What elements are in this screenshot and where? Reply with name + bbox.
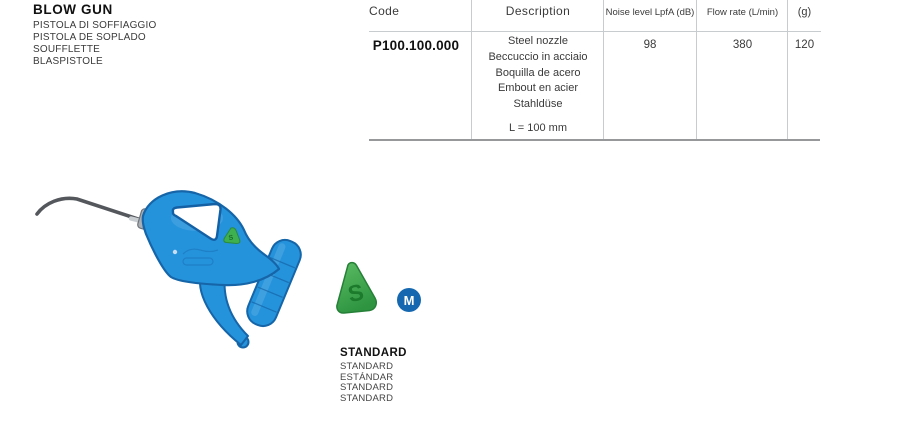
table-header-separator xyxy=(369,31,821,32)
product-translation-es: PISTOLA DE SOPLADO xyxy=(33,32,146,43)
column-header-code: Code xyxy=(369,4,400,18)
table-divider xyxy=(696,0,697,141)
description-line-de: Stahldüse xyxy=(513,98,563,111)
description-line-es: Boquilla de acero xyxy=(495,66,581,79)
variant-name: STANDARD xyxy=(340,347,407,359)
nozzle xyxy=(37,198,147,222)
column-header-description: Description xyxy=(505,4,571,18)
variant-translation-es: ESTÁNDAR xyxy=(340,371,394,383)
flow-rate-value: 380 xyxy=(732,39,753,51)
column-header-noise-level: Noise level LpfA (dB) xyxy=(605,7,695,18)
product-translation-it: PISTOLA DI SOFFIAGGIO xyxy=(33,20,157,31)
variant-translation-fr: STANDARD xyxy=(340,382,394,394)
column-header-flow-rate: Flow rate (L/min) xyxy=(706,7,779,18)
product-description xyxy=(472,34,604,137)
molding-dot xyxy=(173,250,177,254)
m-badge-letter: M xyxy=(403,292,415,308)
green-button-letter: S xyxy=(228,234,234,243)
description-line-fr: Embout en acier xyxy=(497,82,579,95)
variant-translation-de: STANDARD xyxy=(340,392,394,404)
product-code: P100.100.000 xyxy=(372,38,460,53)
description-line-it: Beccuccio in acciaio xyxy=(488,50,588,63)
page-title: BLOW GUN xyxy=(33,2,113,17)
column-header-weight: (g) xyxy=(797,6,812,18)
weight-value: 120 xyxy=(794,39,815,51)
table-divider xyxy=(787,0,788,141)
product-translation-de: BLASPISTOLE xyxy=(33,56,103,67)
m-badge-icon xyxy=(397,288,421,312)
product-translations xyxy=(33,20,157,68)
variant-translations xyxy=(340,362,393,404)
variant-translation-it: STANDARD xyxy=(340,361,394,372)
table-bottom-border xyxy=(369,139,820,141)
length-note: L = 100 mm xyxy=(509,121,567,134)
gun-body xyxy=(143,191,279,285)
noise-level-value: 98 xyxy=(643,39,657,51)
product-photo-blow-gun xyxy=(25,185,320,360)
description-line-en: Steel nozzle xyxy=(508,35,568,47)
product-translation-fr: SOUFFLETTE xyxy=(33,44,101,55)
s-badge-letter: S xyxy=(345,278,366,308)
s-badge-icon xyxy=(335,260,381,318)
